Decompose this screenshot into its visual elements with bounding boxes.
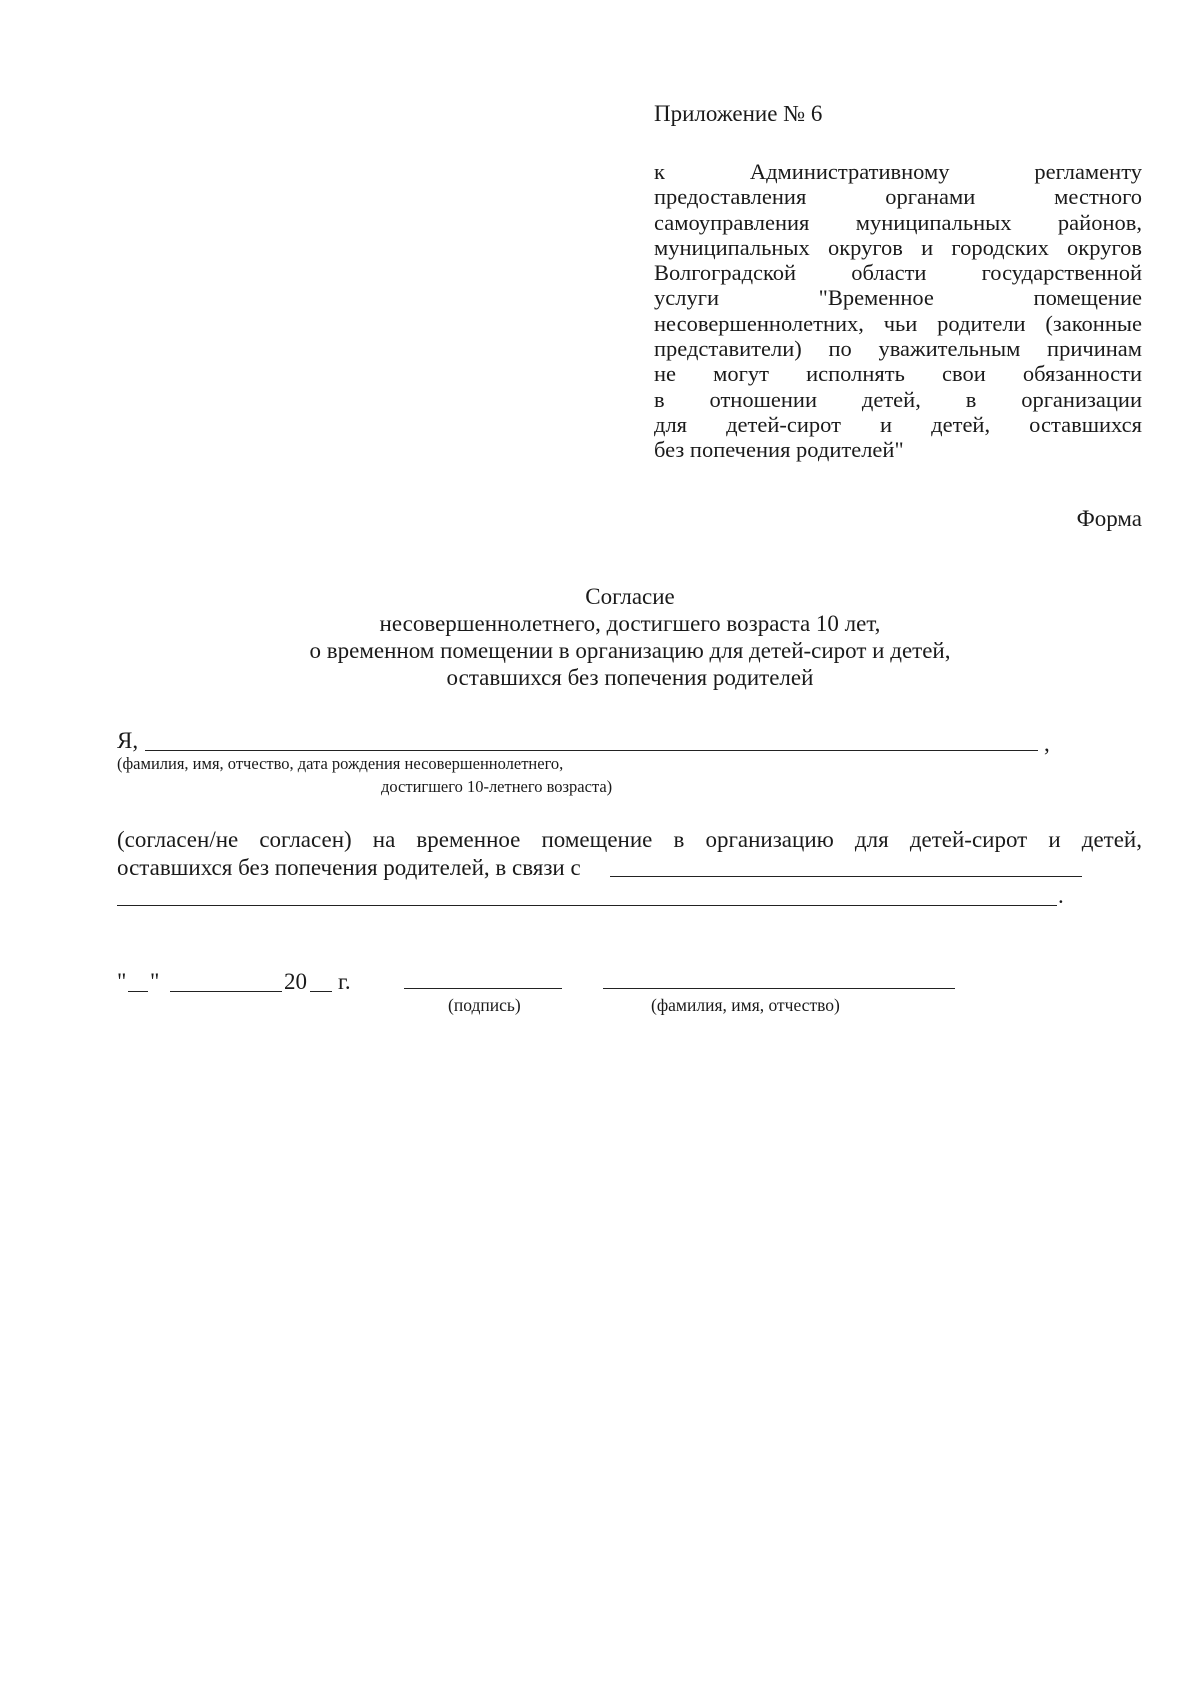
reason-end-period: . (1058, 883, 1064, 908)
date-month-blank-field[interactable] (170, 991, 282, 992)
appendix-line: предоставления органами местного (654, 184, 1142, 210)
appendix-line: самоуправления муниципальных районов, (654, 209, 1142, 235)
appendix-reference (654, 159, 1142, 463)
title-line: о временном помещении в организацию для детей-сирот и детей, (309, 638, 951, 663)
appendix-line: без попечения родителей" (654, 437, 904, 463)
ya-comma: , (1044, 731, 1050, 756)
signer-name-caption: (фамилия, имя, отчество) (651, 995, 840, 1015)
appendix-line: Волгоградской области государственной (654, 260, 1142, 286)
signature-caption: (подпись) (448, 995, 521, 1015)
appendix-line: в отношении детей, в организации (654, 386, 1142, 412)
form-label: Форма (1076, 506, 1142, 531)
date-year-suffix: г. (338, 969, 351, 994)
full-name-hint-line1: (фамилия, имя, отчество, дата рождения несовершеннолетнего, (117, 754, 564, 773)
ya-prefix: Я, (117, 728, 139, 753)
title-line: оставшихся без попечения родителей (446, 665, 814, 690)
appendix-line: муниципальных округов и городских округов (654, 234, 1142, 260)
title-line: Согласие (585, 584, 675, 609)
reason-blank-field-continued[interactable] (117, 905, 1057, 906)
appendix-line: услуги "Временное помещение (654, 285, 1142, 311)
appendix-line: несовершеннолетних, чьи родители (законные (654, 310, 1142, 336)
date-year-blank-field[interactable] (310, 991, 332, 992)
date-day-blank-field[interactable] (128, 991, 148, 992)
full-name-hint-line2: достигшего 10-летнего возраста) (381, 777, 613, 796)
appendix-line: представители) по уважительным причинам (654, 336, 1142, 362)
title-line: несовершеннолетнего, достигшего возраста 10 лет, (379, 611, 881, 636)
date-year-prefix: 20 (284, 969, 307, 994)
consent-statement-line2: оставшихся без попечения родителей, в связи с (117, 855, 581, 880)
consent-statement-line1: (согласен/не согласен) на временное помещение в организацию для детей-сирот и детей, (117, 827, 1142, 852)
signer-name-blank-field[interactable] (603, 988, 955, 989)
date-quote-open: " (117, 969, 127, 994)
full-name-blank-field[interactable] (145, 750, 1038, 751)
reason-blank-field[interactable] (610, 876, 1082, 877)
appendix-line: для детей-сирот и детей, оставшихся (654, 411, 1142, 437)
date-quote-close: " (150, 969, 160, 994)
appendix-number: Приложение № 6 (654, 101, 823, 126)
appendix-line: к Административному регламенту (654, 159, 1142, 184)
appendix-line: не могут исполнять свои обязанности (654, 361, 1142, 387)
signature-blank-field[interactable] (404, 988, 562, 989)
document-title (120, 583, 1140, 691)
